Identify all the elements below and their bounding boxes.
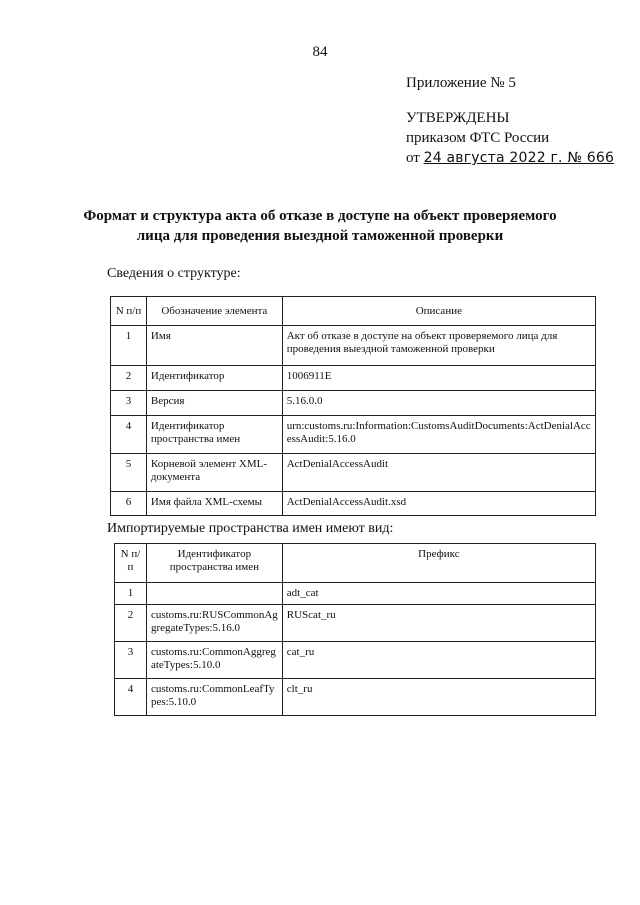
element-name: Имя файла XML-схемы <box>146 492 282 516</box>
column-header-description: Описание <box>282 297 595 326</box>
table-row <box>111 391 596 416</box>
table-row <box>111 454 596 492</box>
namespace-id: customs.ru:CommonLeafTypes:5.10.0 <box>146 679 282 716</box>
column-header-prefix: Префикс <box>282 544 595 583</box>
row-number: 5 <box>111 454 147 492</box>
element-name: Имя <box>146 326 282 366</box>
namespaces-table <box>114 543 596 716</box>
element-description: ActDenialAccessAudit <box>282 454 595 492</box>
table-row <box>111 366 596 391</box>
element-name: Версия <box>146 391 282 416</box>
approved-date-number: 24 августа 2022 г. № 666 <box>423 150 615 166</box>
structure-heading: Сведения о структуре: <box>107 266 241 281</box>
row-number: 3 <box>115 642 147 679</box>
namespace-prefix: adt_cat <box>282 583 595 605</box>
element-description: 5.16.0.0 <box>282 391 595 416</box>
element-name: Идентификатор пространства имен <box>146 416 282 454</box>
element-name: Корневой элемент XML-документа <box>146 454 282 492</box>
approved-by-order: приказом ФТС России <box>406 130 550 146</box>
table-row <box>111 416 596 454</box>
row-number: 4 <box>115 679 147 716</box>
element-description: 1006911E <box>282 366 595 391</box>
row-number: 2 <box>111 366 147 391</box>
approved-prefix: от <box>406 150 420 166</box>
column-header-element: Обозначение элемента <box>146 297 282 326</box>
approved-date-line <box>406 148 614 168</box>
page-number: 84 <box>312 44 328 60</box>
row-number: 6 <box>111 492 147 516</box>
column-header-namespace-id: Идентификатор пространства имен <box>146 544 282 583</box>
row-number: 1 <box>111 326 147 366</box>
table-header-row <box>115 544 596 583</box>
element-description: urn:customs.ru:Information:CustomsAuditDocuments:ActDenialAccessAudit:5.16.0 <box>282 416 595 454</box>
namespace-id: customs.ru:CommonAggregateTypes:5.10.0 <box>146 642 282 679</box>
namespace-prefix: RUScat_ru <box>282 605 595 642</box>
row-number: 4 <box>111 416 147 454</box>
row-number: 1 <box>115 583 147 605</box>
approval-block <box>406 108 614 168</box>
row-number: 2 <box>115 605 147 642</box>
namespace-id: customs.ru:RUSCommonAggregateTypes:5.16.0 <box>146 605 282 642</box>
element-description: ActDenialAccessAudit.xsd <box>282 492 595 516</box>
table-row <box>111 492 596 516</box>
table-row <box>115 679 596 716</box>
element-description: Акт об отказе в доступе на объект проверяемого лица для проведения выездной таможенной проверки <box>282 326 595 366</box>
column-header-number: N п/п <box>115 544 147 583</box>
structure-table <box>110 296 596 516</box>
table-row <box>115 642 596 679</box>
namespace-prefix: clt_ru <box>282 679 595 716</box>
document-title: Формат и структура акта об отказе в доступе на объект проверяемого лица для проведения выездной таможенной проверки <box>83 208 557 244</box>
namespaces-heading: Импортируемые пространства имен имеют вид: <box>107 521 394 536</box>
element-name: Идентификатор <box>146 366 282 391</box>
table-row <box>111 326 596 366</box>
approved-heading: УТВЕРЖДЕНЫ <box>406 110 510 126</box>
table-row <box>115 583 596 605</box>
row-number: 3 <box>111 391 147 416</box>
table-row <box>115 605 596 642</box>
appendix-label: Приложение № 5 <box>406 75 516 91</box>
table-header-row <box>111 297 596 326</box>
column-header-number: N п/п <box>111 297 147 326</box>
namespace-prefix: cat_ru <box>282 642 595 679</box>
namespace-id <box>146 583 282 605</box>
